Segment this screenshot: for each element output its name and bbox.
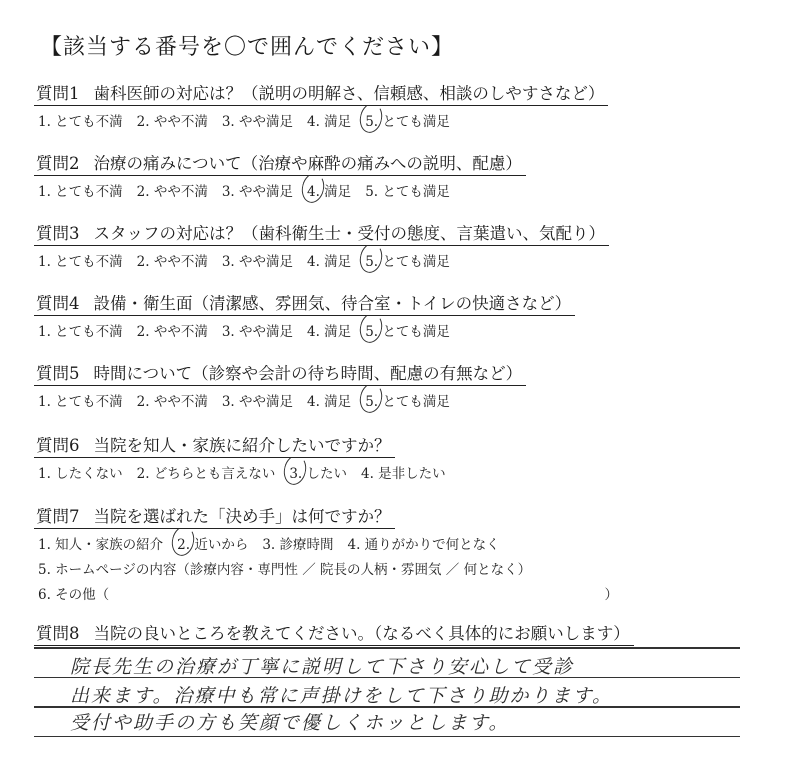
option[interactable]: 4. 是非したい [361,466,446,482]
handwritten-line: 出来ます。治療中も常に声掛けをして下さり助かります。 [70,685,613,707]
question-header [34,80,608,106]
options-row [34,320,694,340]
option[interactable]: 4. 満足 [307,394,352,410]
option[interactable]: 4. 通りがかりで何となく [347,537,500,553]
option[interactable]: 4. 満足 [307,114,352,130]
question-header [34,503,395,529]
question-header [34,150,526,176]
option[interactable]: 2. どちらとも言えない [136,466,276,482]
option[interactable]: 1. とても不満 [38,184,123,200]
option-other-label: 6. その他（ [38,587,110,603]
option[interactable]: 5. とても満足 [365,184,450,200]
question-header [34,620,634,646]
option[interactable]: 3. やや満足 [221,324,294,340]
question-2 [34,150,694,200]
option[interactable]: 1. とても不満 [38,254,123,270]
option-selected[interactable]: 5. とても満足 [365,250,450,270]
options-row [34,533,694,553]
question-text: 治療の痛みについて（治療や麻酔の痛みへの説明、配慮） [93,154,522,173]
question-8 [34,620,754,646]
option[interactable]: 2. やや不満 [136,394,208,410]
option[interactable]: 2. やや不満 [136,114,208,130]
question-number: 質問4 [36,294,80,313]
question-number: 質問8 [36,624,80,643]
question-number: 質問3 [36,224,80,243]
option-line-6[interactable] [34,583,618,603]
question-header [34,220,609,246]
question-number: 質問1 [36,84,80,103]
question-number: 質問6 [36,436,80,455]
question-5 [34,360,694,410]
options-row [34,462,694,482]
handwritten-line: 院長先生の治療が丁寧に説明して下さり安心して受診 [70,656,575,678]
option-selected[interactable]: 2. 近いから [177,533,248,553]
question-text: 当院の良いところを教えてください。（なるべく具体的にお願いします） [93,624,630,643]
option[interactable]: 1. とても不満 [38,394,123,410]
question-text: 当院を知人・家族に紹介したいですか？ [93,436,391,455]
option[interactable]: 3. やや満足 [221,254,294,270]
question-1 [34,80,694,130]
option-selected[interactable]: 3. したい [289,462,347,482]
question-text: スタッフの対応は？（歯科衛生士・受付の態度、言葉遣い、気配り） [93,224,605,243]
option-selected[interactable]: 5. とても満足 [365,320,450,340]
question-6 [34,432,694,482]
question-header [34,360,526,386]
option[interactable]: 2. やや不満 [136,324,208,340]
question-text: 歯科医師の対応は？（説明の明解さ、信頼感、相談のしやすさなど） [93,84,605,103]
option[interactable]: 4. 満足 [307,254,352,270]
options-row [34,110,694,130]
option[interactable]: 3. やや満足 [221,394,294,410]
option[interactable]: 3. 診療時間 [262,537,334,553]
handwritten-line: 受付や助手の方も笑顔で優しくホッとします。 [70,712,510,734]
option[interactable]: 4. 満足 [307,324,352,340]
question-header [34,432,395,458]
option[interactable]: 2. やや不満 [136,254,208,270]
options-row [34,390,694,410]
question-text: 時間について（診察や会計の待ち時間、配慮の有無など） [93,364,523,383]
page-title: 【該当する番号を〇で囲んでください】 [40,35,455,60]
options-row [34,180,694,200]
question-text: 設備・衛生面（清潔感、雰囲気、待合室・トイレの快適さなど） [93,294,572,313]
option[interactable]: 3. やや満足 [221,184,294,200]
comment-rule [34,736,740,738]
question-number: 質問2 [36,154,80,173]
option[interactable]: 1. 知人・家族の紹介 [38,537,164,553]
option-selected[interactable]: 4. 満足 [307,180,351,200]
question-7 [34,503,694,603]
question-header [34,290,575,316]
option-selected[interactable]: 5. とても満足 [365,390,450,410]
question-3 [34,220,694,270]
question-number: 質問5 [36,364,80,383]
question-number: 質問7 [36,507,80,526]
question-4 [34,290,694,340]
comment-rule [34,647,740,649]
option-line-5[interactable]: 5. ホームページの内容（診療内容・専門性 ／ 院長の人柄・雰囲気 ／ 何となく） [38,562,532,578]
option-other-close: ） [604,587,618,603]
option[interactable]: 1. とても不満 [38,114,123,130]
options-row [34,250,694,270]
option[interactable]: 3. やや満足 [221,114,294,130]
option[interactable]: 1. とても不満 [38,324,123,340]
option[interactable]: 2. やや不満 [136,184,208,200]
option-selected[interactable]: 5. とても満足 [365,110,450,130]
option[interactable]: 1. したくない [38,466,123,482]
question-text: 当院を選ばれた「決め手」は何ですか？ [93,507,391,526]
